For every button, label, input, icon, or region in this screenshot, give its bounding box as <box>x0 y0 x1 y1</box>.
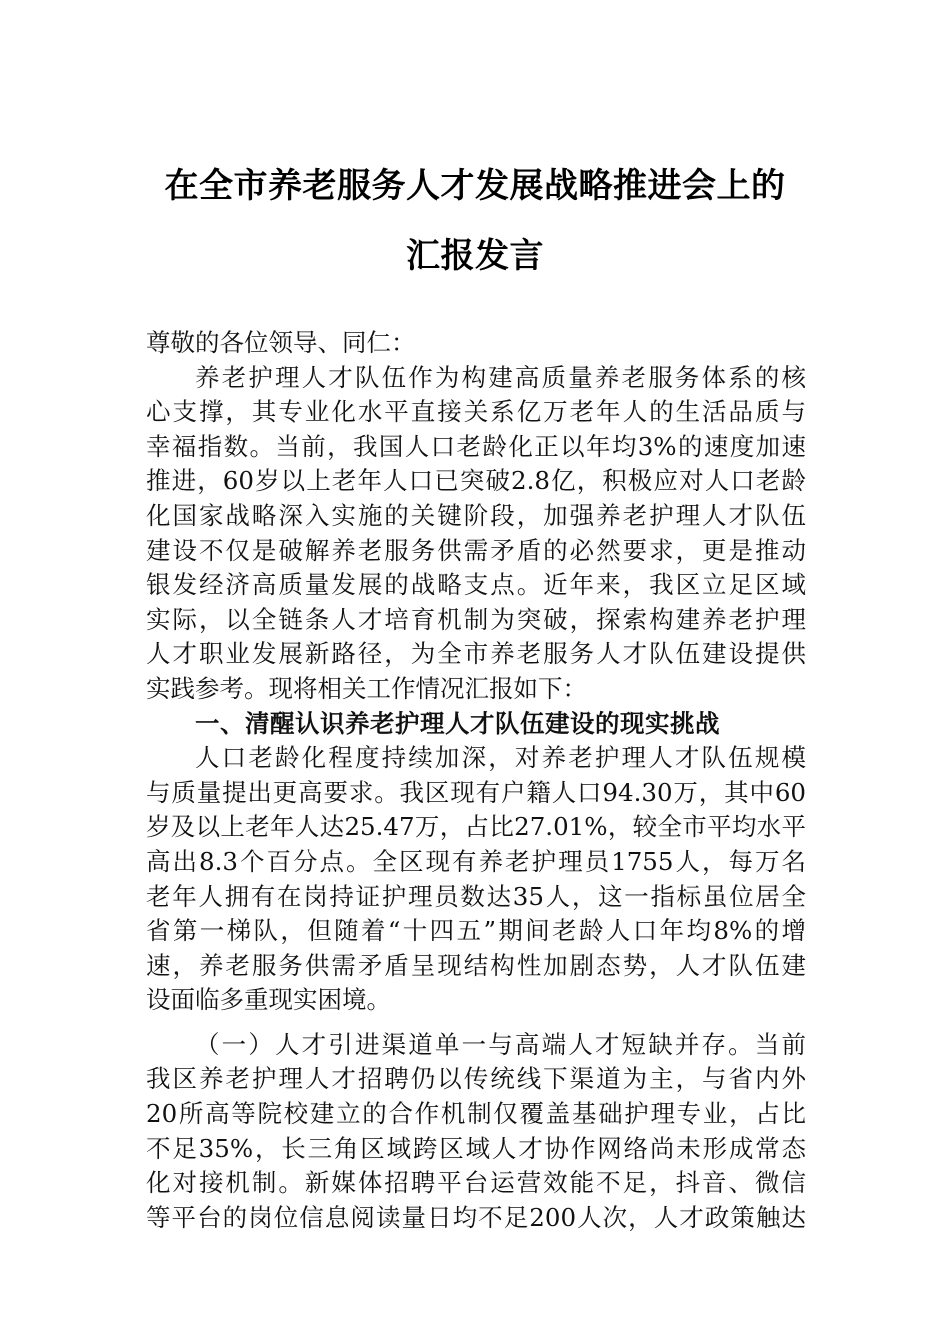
text-line: 幸福指数。当前，我国人口老龄化正以年均3%的速度加速 <box>146 431 806 461</box>
text-line: 与质量提出更高要求。我区现有户籍人口94.30万，其中60 <box>146 777 806 807</box>
text-line: 岁及以上老年人达25.47万，占比27.01%，较全市平均水平 <box>146 812 806 842</box>
text-line: 人口老龄化程度持续加深，对养老护理人才队伍规模 <box>195 743 806 773</box>
text-line: 实践参考。现将相关工作情况汇报如下： <box>146 673 587 703</box>
text-line: 速，养老服务供需矛盾呈现结构性加剧态势，人才队伍建 <box>146 950 806 980</box>
text-line: 银发经济高质量发展的战略支点。近年来，我区立足区域 <box>146 570 806 600</box>
text-line: 建设不仅是破解养老服务供需矛盾的必然要求，更是推动 <box>146 535 806 565</box>
text-line: 设面临多重现实困境。 <box>146 985 391 1015</box>
text-line: 省第一梯队，但随着“十四五”期间老龄人口年均8%的增 <box>146 916 806 946</box>
paragraph-challenges <box>146 741 806 1018</box>
document-body <box>146 326 806 1235</box>
text-line: 化国家战略深入实施的关键阶段，加强养老护理人才队伍 <box>146 500 806 530</box>
salutation: 尊敬的各位领导、同仁： <box>146 328 416 357</box>
text-line: 不足35%，长三角区域跨区域人才协作网络尚未形成常态 <box>146 1133 806 1163</box>
text-line: 20所高等院校建立的合作机制仅覆盖基础护理专业，占比 <box>146 1099 806 1129</box>
subsection-lead-line: （一）人才引进渠道单一与高端人才短缺并存。当前 <box>195 1029 806 1059</box>
text-line: 养老护理人才队伍作为构建高质量养老服务体系的核 <box>195 362 806 392</box>
document-title-line-2: 汇报发言 <box>406 236 544 276</box>
text-line: 推进，60岁以上老年人口已突破2.8亿，积极应对人口老龄 <box>146 466 806 496</box>
text-line: 我区养老护理人才招聘仍以传统线下渠道为主，与省内外 <box>146 1064 806 1094</box>
text-line: 心支撑，其专业化水平直接关系亿万老年人的生活品质与 <box>146 397 806 427</box>
text-line: 化对接机制。新媒体招聘平台运营效能不足，抖音、微信 <box>146 1168 806 1198</box>
paragraph-subsection-1 <box>146 1028 806 1236</box>
text-line: 老年人拥有在岗持证护理员数达35人，这一指标虽位居全 <box>146 881 806 911</box>
text-line: 等平台的岗位信息阅读量日均不足200人次，人才政策触达 <box>146 1202 806 1232</box>
paragraph-intro <box>146 361 806 707</box>
text-line: 人才职业发展新路径，为全市养老服务人才队伍建设提供 <box>146 639 806 669</box>
section-heading-1: 一、清醒认识养老护理人才队伍建设的现实挑战 <box>195 708 720 738</box>
text-line: 实际，以全链条人才培育机制为突破，探索构建养老护理 <box>146 604 806 634</box>
text-line: 高出8.3个百分点。全区现有养老护理员1755人，每万名 <box>146 846 806 876</box>
document-title-line-1: 在全市养老服务人才发展战略推进会上的 <box>164 166 786 206</box>
